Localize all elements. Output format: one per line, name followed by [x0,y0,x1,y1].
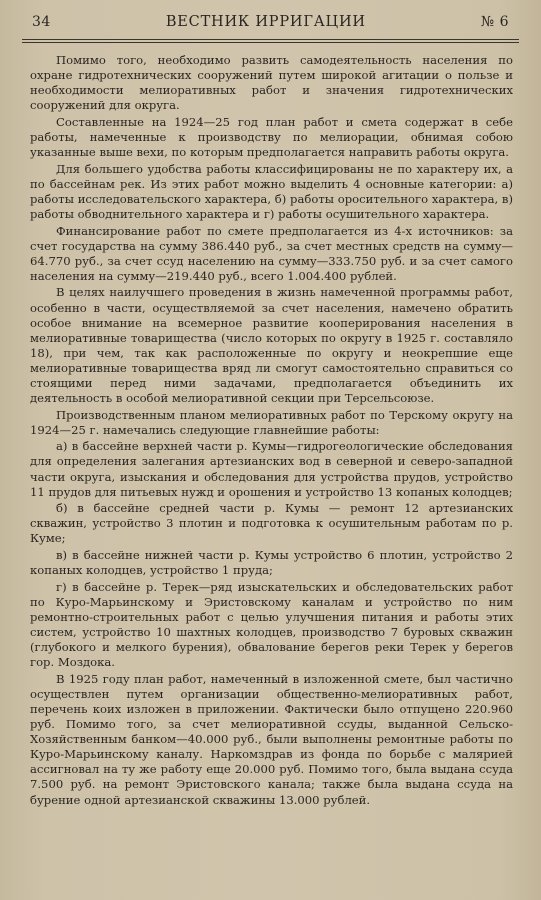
list-item-a: а) в бассейне верхней части р. Кумы—гидрогеологические обследования для определения залегания артезианских вод в северной и северо-западной части округа, изыскания и обследования для устройства прудов, устройство 11 прудов для питьевых нужд и орошения и устройство 13 копаных колодцев; [30,439,513,499]
article-body [22,53,519,808]
paragraph-4: Финансирование работ по смете предполагается из 4-х источников: за счет государства на сумму 386.440 руб., за счет местных средств на сумму—64.770 руб., за счет ссуд населению на сумму—333.750 руб. и за счет самого населения на сумму—219.440 руб., всего 1.004.400 рублей. [30,223,513,283]
paragraph-1: Помимо того, необходимо развить самодеятельность населения по охране гидротехнических сооружений путем широкой агитации о пользе и необходимости мелиоративных работ и значения гидротехнических сооружений для округа. [30,53,513,113]
list-item-g: г) в бассейне р. Терек—ряд изыскательских и обследовательских работ по Куро-Марьинскому и Эристовскому каналам и устройство по ним ремонтно-строительных работ с целью улучшения питания и работы этих систем, устройство 10 шахтных колодцев, производство 7 буровых скважин (глубокого и мелкого бурения), обвалование берегов реки Терек у берегов гор. Моздока. [30,579,513,670]
list-item-v: в) в бассейне нижней части р. Кумы устройство 6 плотин, устройство 2 копаных колодцев, устройство 1 пруда; [30,548,513,578]
running-head [22,14,519,36]
header-rule [22,39,519,40]
list-item-b: б) в бассейне средней части р. Кумы — ремонт 12 артезианских скважин, устройство 3 плотин и подготовка к осушительным работам по р. Куме; [30,501,513,546]
header-rule-lower [22,42,519,43]
paragraph-7: В 1925 году план работ, намеченный в изложенной смете, был частично осуществлен путем организации общественно-мелиоративных работ, перечень коих изложен в приложении. Фактически было отпущено 220.960 руб. Помимо того, за счет мелиоративной ссуды, выданной Сельско-Хозяйственным банком—40.000 руб., были выполнены ремонтные работы по Куро-Марьинскому каналу. Наркомздрав из фонда по борьбе с малярией ассигновал на ту же работу еще 20.000 руб. Помимо того, была выдана ссуда 7.500 руб. на ремонт Эристовского канала; также была выдана ссуда на бурение одной артезианской скважины 13.000 рублей. [30,671,513,807]
page-number: 34 [32,14,51,30]
paragraph-6: Производственным планом мелиоративных работ по Терскому округу на 1924—25 г. намечались следующие главнейшие работы: [30,407,513,437]
paragraph-3: Для большего удобства работы классифицированы не по характеру их, а по бассейнам рек. Из этих работ можно выделить 4 основные категории: а) работы исследовательского характера, б) работы оросительного характера, в) работы обводнительного характера и г) работы осушительного характера. [30,161,513,221]
paragraph-2: Составленные на 1924—25 год план работ и смета содержат в себе работы, намеченные к производству по мелиорации, обнимая собою указанные выше вехи, по которым предполагается направить работы округа. [30,114,513,160]
paragraph-5: В целях наилучшего проведения в жизнь намеченной программы работ, особенно в части, осуществляемой за счет населения, намечено обратить особое внимание на всемерное развитие кооперирования населения в мелиоративные товарищества (число которых по округу в 1925 г. составляло 18), при чем, так как расположенные по округу и неокрепшие еще мелиоративные товарищества вряд ли смогут самостоятельно справиться со стоящими перед ними задачами, предполагается объединить их деятельность в особой мелиоративной секции при Терсельсоюзе. [30,285,513,406]
issue-number: № 6 [480,14,509,30]
journal-title: ВЕСТНИК ИРРИГАЦИИ [165,14,366,30]
